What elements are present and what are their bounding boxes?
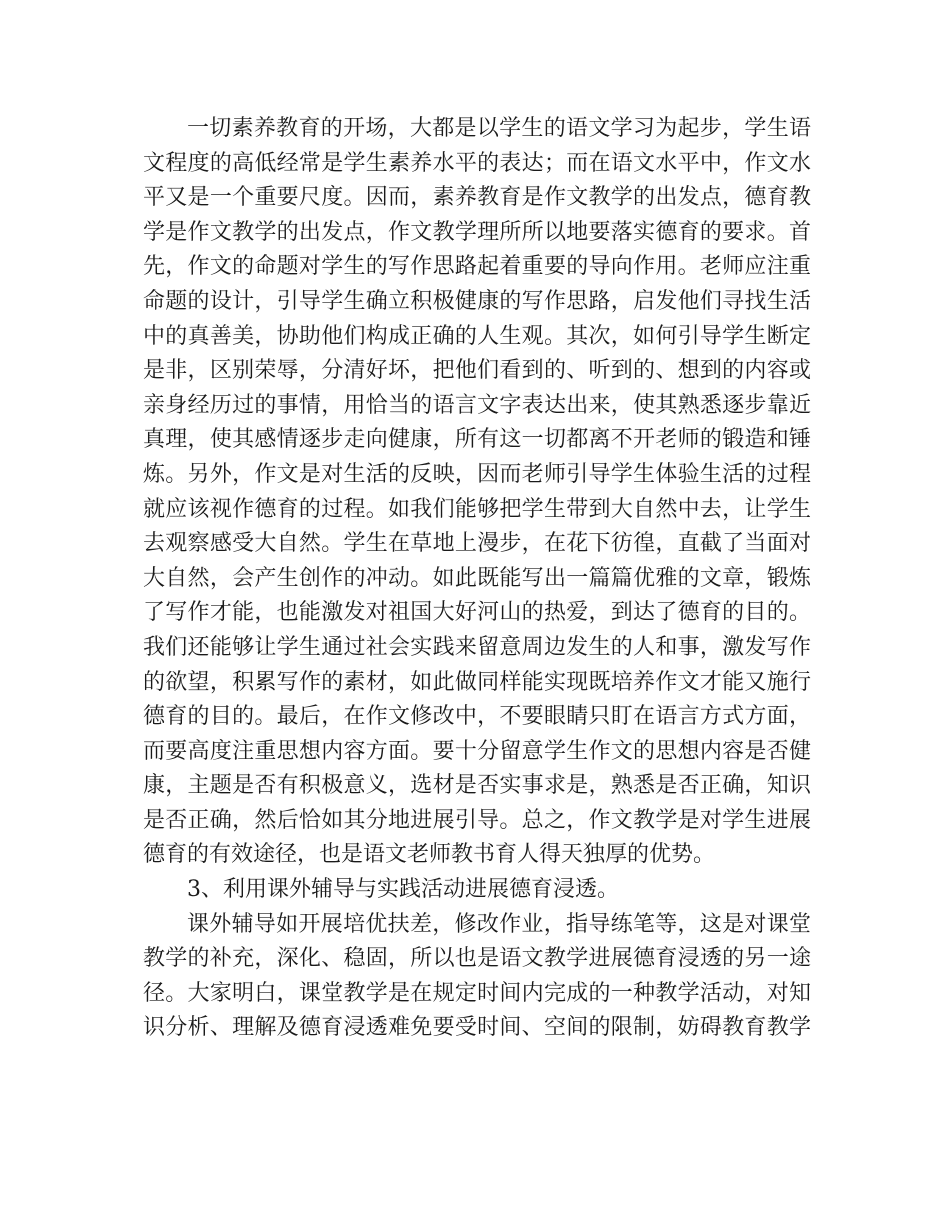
section-heading-text: 3、利用课外辅导与实践活动进展德育浸透。 <box>187 877 619 903</box>
text-line: 了写作才能，也能激发对祖国大好河山的热爱，到达了德育的目的。 <box>143 600 811 626</box>
text-line: 学是作文教学的出发点，作文教学理所所以地要落实德育的要求。首 <box>143 219 811 245</box>
text-line: 一切素养教育的开场，大都是以学生的语文学习为起步，学生语 <box>187 116 811 141</box>
text-line: 我们还能够让学生通过社会实践来留意周边发生的人和事，激发写作 <box>143 634 811 660</box>
text-line: 的欲望，积累写作的素材，如此做同样能实现既培养作文才能又施行 <box>143 669 811 695</box>
text-line: 平又是一个重要尺度。因而，素养教育是作文教学的出发点，德育教 <box>143 185 811 211</box>
text-line: 炼。另外，作文是对生活的反映，因而老师引导学生体验生活的过程 <box>143 461 811 487</box>
text-line: 真理，使其感情逐步走向健康，所有这一切都离不开老师的锻造和锤 <box>143 427 811 453</box>
text-line: 康，主题是否有积极意义，选材是否实事求是，熟悉是否正确，知识 <box>143 773 811 799</box>
text-line: 是否正确，然后恰如其分地进展引导。总之，作文教学是对学生进展 <box>143 807 811 833</box>
text-line: 是非，区别荣辱，分清好坏，把他们看到的、听到的、想到的内容或 <box>143 358 811 384</box>
text-line: 中的真善美，协助他们构成正确的人生观。其次，如何引导学生断定 <box>143 323 811 349</box>
text-line: 命题的设计，引导学生确立积极健康的写作思路，启发他们寻找生活 <box>143 288 811 314</box>
text-line: 径。大家明白，课堂教学是在规定时间内完成的一种教学活动，对知 <box>143 980 811 1006</box>
text-line: 课外辅导如开展培优扶差，修改作业，指导练笔等，这是对课堂 <box>187 911 811 937</box>
paragraph-composition-teaching <box>143 112 811 873</box>
text-line: 德育的有效途径，也是语文老师教书育人得天独厚的优势。 <box>143 842 716 868</box>
text-line: 大自然，会产生创作的冲动。如此既能写出一篇篇优雅的文章，锻炼 <box>143 565 811 591</box>
document-body <box>143 112 811 1046</box>
text-line: 教学的补充，深化、稳固，所以也是语文教学进展德育浸透的另一途 <box>143 946 811 972</box>
text-line: 而要高度注重思想内容方面。要十分留意学生作文的思想内容是否健 <box>143 738 811 764</box>
text-line: 去观察感受大自然。学生在草地上漫步，在花下彷徨，直截了当面对 <box>143 531 811 557</box>
text-line: 文程度的高低经常是学生素养水平的表达；而在语文水平中，作文水 <box>143 150 811 176</box>
text-line: 亲身经历过的事情，用恰当的语言文字表达出来，使其熟悉逐步靠近 <box>143 392 811 418</box>
text-line: 先，作文的命题对学生的写作思路起着重要的导向作用。老师应注重 <box>143 254 811 280</box>
section-heading <box>143 873 811 908</box>
text-line: 识分析、理解及德育浸透难免要受时间、空间的限制，妨碍教育教学 <box>143 1015 811 1041</box>
text-line: 德育的目的。最后，在作文修改中，不要眼睛只盯在语言方式方面， <box>143 704 811 730</box>
text-line: 就应该视作德育的过程。如我们能够把学生带到大自然中去，让学生 <box>143 496 811 522</box>
paragraph-extracurricular <box>143 908 811 1046</box>
